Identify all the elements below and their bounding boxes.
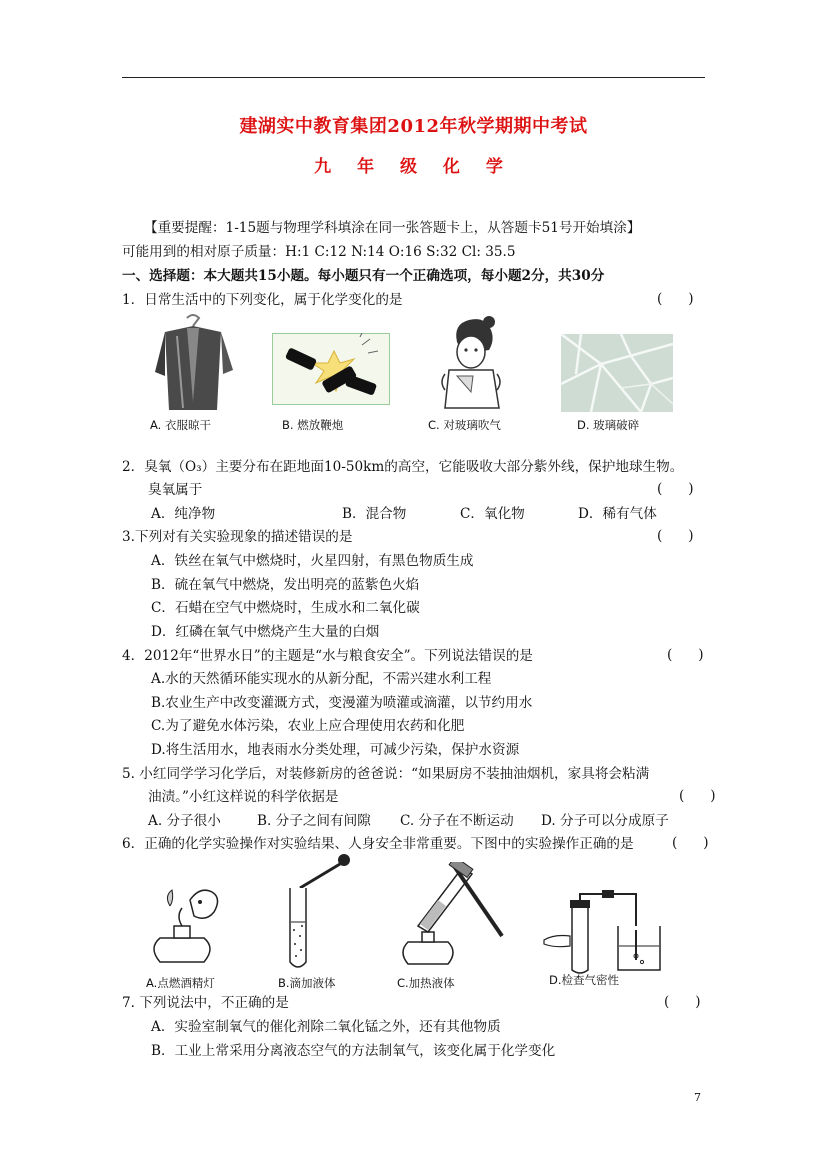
q3-option-b: B．硫在氧气中燃烧，发出明亮的蓝紫色火焰	[151, 577, 420, 593]
q1-answer-paren: ( )	[657, 291, 694, 307]
q6-caption-d: D.检查气密性	[549, 973, 620, 987]
q1-caption-d: D. 玻璃破碎	[577, 418, 640, 432]
q4-option-a: A.水的天然循环能实现水的从新分配，不需兴建水利工程	[151, 671, 492, 687]
q4-option-d: D.将生活用水，地表雨水分类处理，可减少污染，保护水资源	[151, 742, 520, 758]
q3-answer-paren: ( )	[657, 528, 694, 544]
atomic-masses: 可能用到的相对原子质量：H:1 C:12 N:14 O:16 S:32 Cl: 35.5	[122, 244, 516, 260]
q2-stem-1: 2．臭氧（O₃）主要分布在距地面10-50km的高空，它能吸收大部分紫外线，保护地球生物。	[122, 459, 684, 475]
q7-option-a: A．实验室制氧气的催化剂除二氧化锰之外，还有其他物质	[151, 1019, 501, 1035]
q7-stem: 7. 下列说法中，不正确的是	[122, 995, 289, 1011]
notice: 【重要提醒：1-15题与物理学科填涂在同一张答题卡上，从答题卡51号开始填涂】	[144, 220, 641, 236]
blowing-glass-image	[427, 312, 519, 410]
broken-glass-image	[561, 334, 673, 412]
q4-option-c: C.为了避免水体污染，农业上应合理使用农药和化肥	[151, 718, 465, 734]
clothes-drying-image	[147, 312, 243, 412]
q3-option-c: C．石蜡在空气中燃烧时，生成水和二氧化碳	[151, 600, 420, 616]
q2-option-c: C．氧化物	[460, 506, 525, 522]
page-number: 7	[694, 1091, 701, 1104]
q7-option-b: B．工业上常采用分离液态空气的方法制氧气，该变化属于化学变化	[151, 1043, 556, 1059]
q2-option-b: B．混合物	[342, 506, 407, 522]
q5-stem-1: 5. 小红同学学习化学后，对装修新房的爸爸说：“如果厨房不装抽油烟机，家具将会粘满	[122, 766, 650, 782]
q5-option-b: B. 分子之间有间隙	[257, 813, 371, 829]
exam-subtitle: 九 年 级 化 学	[314, 157, 513, 177]
q2-answer-paren: ( )	[657, 481, 694, 497]
section-title: 一、选择题：本大题共15小题。每小题只有一个正确选项，每小题2分，共30分	[122, 268, 605, 284]
q5-option-c: C. 分子在不断运动	[400, 813, 514, 829]
q1-caption-c: C. 对玻璃吹气	[428, 418, 501, 432]
q6-stem: 6．正确的化学实验操作对实验结果、人身安全非常重要。下图中的实验操作正确的是	[122, 836, 634, 852]
q1-caption-a: A. 衣服晾干	[150, 418, 211, 432]
q4-stem: 4．2012年“世界水日”的主题是“水与粮食安全”。下列说法错误的是	[122, 648, 533, 664]
q7-answer-paren: ( )	[664, 994, 701, 1010]
q6-caption-b: B.滴加液体	[278, 976, 336, 990]
q6-answer-paren: ( )	[672, 835, 709, 851]
q4-answer-paren: ( )	[667, 647, 704, 663]
q4-option-b: B.农业生产中改变灌溉方式，变漫灌为喷灌或滴灌，以节约用水	[151, 695, 533, 711]
q5-stem-2: 油渍。”小红这样说的科学依据是	[148, 789, 339, 805]
header-rule	[122, 77, 705, 78]
firecracker-image	[272, 333, 390, 405]
dropping-liquid-image	[282, 852, 354, 972]
checking-airtightness-image	[542, 890, 682, 974]
q2-option-d: D．稀有气体	[578, 506, 657, 522]
q5-option-d: D. 分子可以分成原子	[541, 813, 669, 829]
q1-caption-b: B. 燃放鞭炮	[282, 418, 344, 432]
q6-caption-c: C.加热液体	[397, 976, 455, 990]
lighting-alcohol-lamp-image	[140, 876, 230, 972]
q1-stem: 1．日常生活中的下列变化，属于化学变化的是	[122, 292, 403, 308]
q2-option-a: A．纯净物	[151, 506, 216, 522]
q2-stem-2: 臭氧属于	[148, 482, 203, 498]
q3-option-d: D．红磷在氧气中燃烧产生大量的白烟	[151, 624, 380, 640]
q5-option-a: A. 分子很小	[148, 813, 221, 829]
exam-title: 建湖实中教育集团2012年秋学期期中考试	[239, 116, 588, 137]
q5-answer-paren: ( )	[679, 788, 716, 804]
q3-option-a: A．铁丝在氧气中燃烧时，火星四射，有黑色物质生成	[151, 553, 474, 569]
heating-liquid-image	[398, 862, 510, 972]
q3-stem: 3.下列对有关实验现象的描述错误的是	[122, 529, 353, 545]
q6-caption-a: A.点燃酒精灯	[146, 976, 215, 990]
